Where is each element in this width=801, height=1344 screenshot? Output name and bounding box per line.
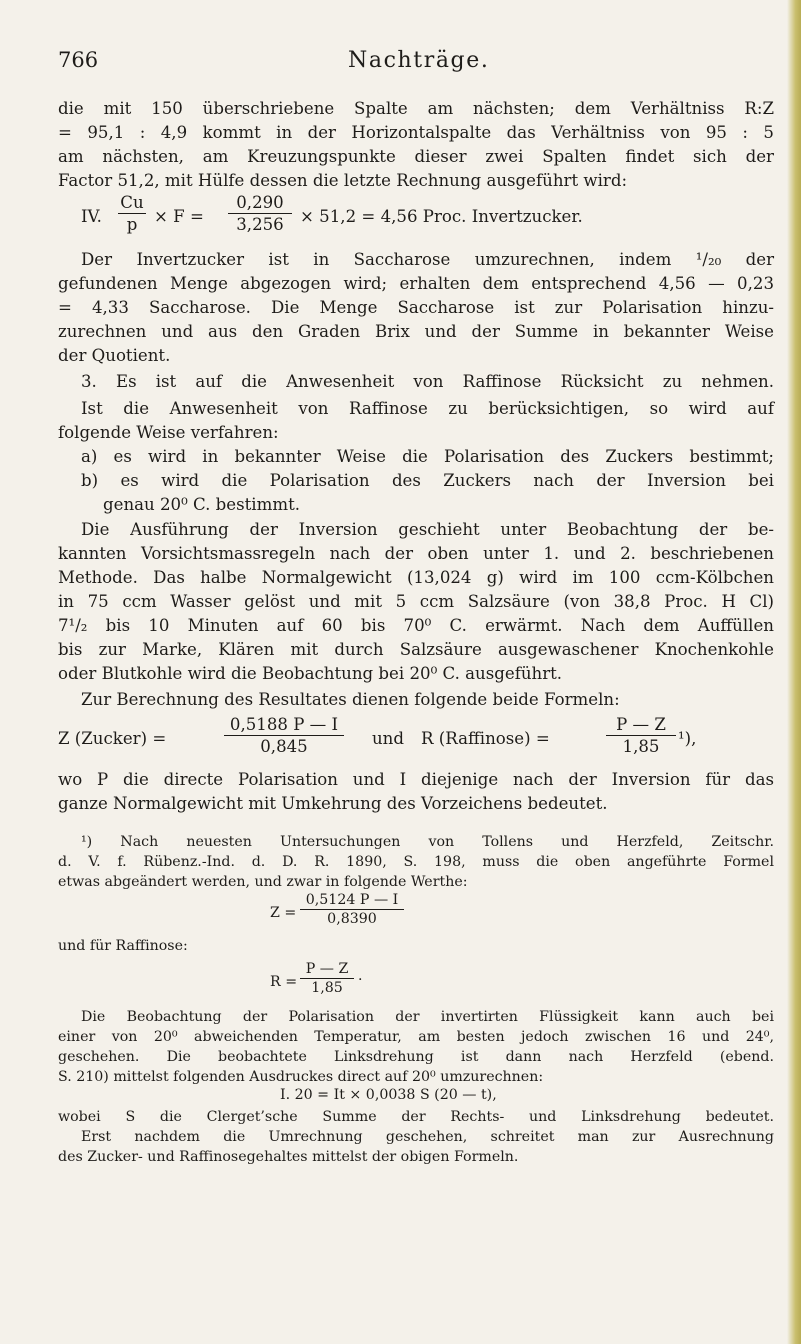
formula-z-label: Z (Zucker) =	[58, 729, 167, 748]
text-line: Ist die Anwesenheit von Raffinose zu berücksichtigen, so wird auf	[81, 399, 774, 418]
fraction-r	[606, 715, 676, 756]
fraction-denominator: 1,85	[311, 980, 343, 996]
footnote-z-label: Z =	[270, 905, 297, 921]
text-line: Zur Berechnung des Resultates dienen folgende beide Formeln:	[81, 690, 620, 709]
page-edge-shadow	[787, 0, 801, 1344]
fraction-numerator: 0,290	[228, 193, 292, 214]
fraction-numerator: P — Z	[606, 715, 676, 736]
footnote-line: geschehen. Die beobachtete Linksdrehung ist dann nach Herzfeld (ebend.	[58, 1049, 774, 1065]
text-line: 7¹/₂ bis 10 Minuten auf 60 bis 70⁰ C. erwärmt. Nach dem Auffüllen	[58, 616, 774, 635]
fraction-numerator: Cu	[118, 193, 146, 214]
text-line: oder Blutkohle wird die Beobachtung bei 20⁰ C. ausgeführt.	[58, 664, 563, 683]
fraction-z	[224, 715, 344, 756]
fraction-denominator: 0,8390	[327, 911, 377, 927]
text-line: = 4,33 Saccharose. Die Menge Saccharose ist zur Polarisation hinzu-	[58, 298, 774, 317]
text-line: Die Ausführung der Inversion geschieht unter Beobachtung der be-	[81, 520, 774, 539]
fraction-0290-3256	[228, 193, 292, 234]
list-item: a) es wird in bekannter Weise die Polarisation des Zuckers bestimmt;	[81, 447, 774, 466]
text-line: am nächsten, am Kreuzungspunkte dieser zwei Spalten findet sich der	[58, 147, 774, 166]
list-item: b) es wird die Polarisation des Zuckers nach der Inversion bei	[81, 471, 774, 490]
formula-und: und	[372, 729, 404, 748]
text-line: der Quotient.	[58, 346, 171, 365]
text-line: wo P die directe Polarisation und I diejenige nach der Inversion für das	[58, 770, 774, 789]
footnote-ref: ¹),	[678, 729, 697, 748]
footnote-line: einer von 20⁰ abweichenden Temperatur, am besten jedoch zwischen 16 und 24⁰,	[58, 1029, 774, 1045]
text-line: Methode. Das halbe Normalgewicht (13,024 g) wird im 100 ccm-Kölbchen	[58, 568, 774, 587]
footnote-line: und für Raffinose:	[58, 938, 188, 954]
page-header	[0, 48, 801, 88]
list-item-continuation: genau 20⁰ C. bestimmt.	[103, 495, 301, 514]
text-line: zurechnen und aus den Graden Brix und der Summe in bekannter Weise	[58, 322, 774, 341]
footnote-line: Die Beobachtung der Polarisation der invertirten Flüssigkeit kann auch bei	[81, 1009, 774, 1025]
fraction-numerator: 0,5124 P — I	[300, 892, 404, 910]
fraction-denominator: p	[126, 215, 138, 234]
fraction-cu-p	[118, 193, 146, 234]
footnote-fraction-r	[300, 961, 354, 996]
footnote-line: S. 210) mittelst folgenden Ausdruckes direct auf 20⁰ umzurechnen:	[58, 1069, 544, 1085]
footnote-line: d. V. f. Rübenz.-Ind. d. D. R. 1890, S. 198, muss die oben angeführte Formel	[58, 854, 774, 870]
footnote-r-tail: ·	[358, 972, 363, 988]
text-line: Factor 51,2, mit Hülfe dessen die letzte Rechnung ausgeführt wird:	[58, 171, 628, 190]
text-line: in 75 ccm Wasser gelöst und mit 5 ccm Salzsäure (von 38,8 Proc. H Cl)	[58, 592, 774, 611]
fraction-denominator: 1,85	[622, 737, 660, 756]
text-line: folgende Weise verfahren:	[58, 423, 279, 442]
fraction-numerator: P — Z	[300, 961, 354, 979]
page-number: 766	[58, 48, 99, 72]
footnote-line: etwas abgeändert werden, und zwar in folgende Werthe:	[58, 874, 468, 890]
equation-result: × 51,2 = 4,56 Proc. Invertzucker.	[300, 207, 583, 226]
fraction-denominator: 0,845	[260, 737, 308, 756]
footnote-formula-i20: I. 20 = It × 0,0038 S (20 — t),	[280, 1087, 497, 1103]
footnote-line: Erst nachdem die Umrechnung geschehen, schreitet man zur Ausrechnung	[81, 1129, 774, 1145]
footnote-line: wobei S die Clerget’sche Summe der Rechts- und Linksdrehung bedeutet.	[58, 1109, 774, 1125]
running-title: Nachträge.	[348, 48, 490, 73]
fraction-denominator: 3,256	[236, 215, 284, 234]
fraction-numerator: 0,5188 P — I	[224, 715, 344, 736]
equation-label: IV.	[81, 207, 102, 226]
text-line: die mit 150 überschriebene Spalte am nächsten; dem Verhältniss R:Z	[58, 99, 774, 118]
text-line: Der Invertzucker ist in Saccharose umzurechnen, indem ¹/₂₀ der	[81, 250, 774, 269]
footnote-line: ¹) Nach neuesten Untersuchungen von Tollens und Herzfeld, Zeitschr.	[81, 834, 774, 850]
footnote-fraction-z	[300, 892, 404, 927]
equation-middle: × F =	[154, 207, 204, 226]
text-line: ganze Normalgewicht mit Umkehrung des Vorzeichens bedeutet.	[58, 794, 608, 813]
text-line: bis zur Marke, Klären mit durch Salzsäure ausgewaschener Knochenkohle	[58, 640, 774, 659]
text-line: kannten Vorsichtsmassregeln nach der oben unter 1. und 2. beschriebenen	[58, 544, 774, 563]
formula-r-label: R (Raffinose) =	[421, 729, 550, 748]
footnote-r-label: R =	[270, 974, 298, 990]
text-line: = 95,1 : 4,9 kommt in der Horizontalspalte das Verhältniss von 95 : 5	[58, 123, 774, 142]
text-line: gefundenen Menge abgezogen wird; erhalten dem entsprechend 4,56 — 0,23	[58, 274, 774, 293]
section-heading: 3. Es ist auf die Anwesenheit von Raffinose Rücksicht zu nehmen.	[81, 372, 774, 391]
footnote-line: des Zucker- und Raffinosegehaltes mittelst der obigen Formeln.	[58, 1149, 519, 1165]
